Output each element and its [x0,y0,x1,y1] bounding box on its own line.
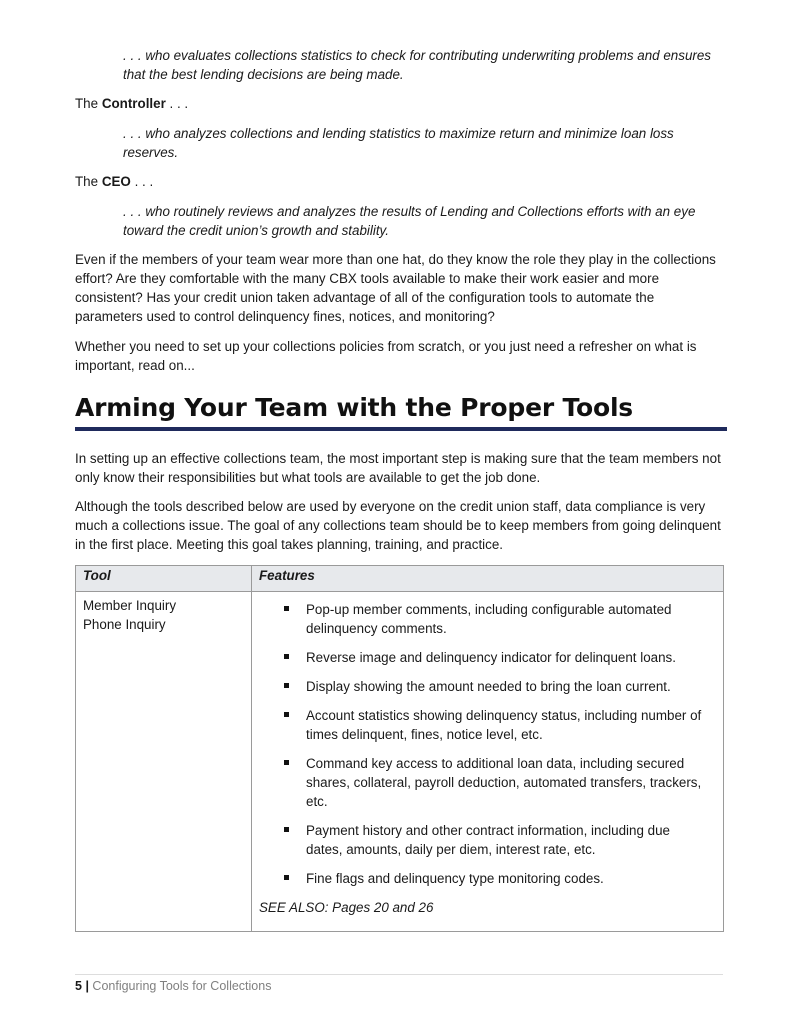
intro-paragraph-read-on: Whether you need to set up your collections policies from scratch, or you just need a refresher on what is important, read on... [75,339,697,373]
role-controller-suffix: . . . [165,96,189,111]
role-ceo-suffix: . . . [130,174,154,189]
square-bullet-icon [284,606,289,611]
square-bullet-icon [284,875,289,880]
feature-text: Display showing the amount needed to bring the loan current. [306,679,671,694]
feature-item [259,754,706,811]
square-bullet-icon [284,654,289,659]
square-bullet-icon [284,712,289,717]
tool-phone-inquiry: Phone Inquiry [83,617,166,632]
table-header-row [76,566,724,592]
page-footer [75,977,271,996]
role-controller-prefix: The [75,96,99,111]
feature-item [259,821,706,859]
table-row [76,592,724,932]
section-paragraph-team: In setting up an effective collections team, the most important step is making sure that the team members not only know their responsibilities but what tools are available to get the job done. [75,451,721,485]
heading-rule [75,427,727,431]
features-list [259,600,716,888]
section-paragraph-compliance: Although the tools described below are used by everyone on the credit union staff, data compliance is very much a collections issue. The goal of any collections team should be to keep members from going delinquent in the first place. Meeting this goal takes planning, training, and practice. [75,499,721,552]
footer-document-title: Configuring Tools for Collections [92,979,272,993]
page-number: 5 [75,979,82,993]
feature-item [259,869,706,888]
column-header-features: Features [252,566,724,592]
feature-item [259,706,706,744]
role-ceo-prefix: The [75,174,99,189]
features-cell [252,592,724,932]
see-also-reference: SEE ALSO: Pages 20 and 26 [259,900,434,915]
feature-text: Fine flags and delinquency type monitoring codes. [306,871,604,886]
feature-text: Payment history and other contract information, including due dates, amounts, daily per diem, interest rate, etc. [306,823,670,857]
role-controller-name: Controller [101,96,166,111]
quote-ceo: . . . who routinely reviews and analyzes the results of Lending and Collections efforts with an eye toward the credit union’s growth and stability. [123,204,696,238]
tools-table [75,565,724,932]
feature-item [259,600,706,638]
tool-member-inquiry: Member Inquiry [83,598,177,613]
role-ceo-name: CEO [101,174,131,189]
tool-cell [76,592,252,932]
feature-item [259,648,706,667]
section-heading: Arming Your Team with the Proper Tools [75,393,633,422]
feature-item [259,677,706,696]
role-controller [75,94,188,113]
role-ceo [75,172,153,191]
feature-text: Reverse image and delinquency indicator for delinquent loans. [306,650,676,665]
footer-divider [75,974,723,975]
square-bullet-icon [284,683,289,688]
feature-text: Account statistics showing delinquency status, including number of times delinquent, fines, notice level, etc. [306,708,702,742]
quote-underwriting: . . . who evaluates collections statistics to check for contributing underwriting problems and ensures that the best lending decisions are being made. [123,48,711,82]
square-bullet-icon [284,827,289,832]
square-bullet-icon [284,760,289,765]
intro-paragraph-roles: Even if the members of your team wear more than one hat, do they know the role they play in the collections effort? Are they comfortable with the many CBX tools available to make their work easier and more consistent? Has your credit union taken advantage of all of the configuration tools to automate the parameters used to control delinquency fines, notices, and monitoring? [75,252,716,324]
feature-text: Command key access to additional loan data, including secured shares, collateral, payroll deduction, automated transfers, trackers, etc. [306,756,702,809]
feature-text: Pop-up member comments, including configurable automated delinquency comments. [306,602,672,636]
footer-separator: | [85,979,89,993]
quote-controller: . . . who analyzes collections and lending statistics to maximize return and minimize loan loss reserves. [123,126,674,160]
column-header-tool: Tool [76,566,252,592]
